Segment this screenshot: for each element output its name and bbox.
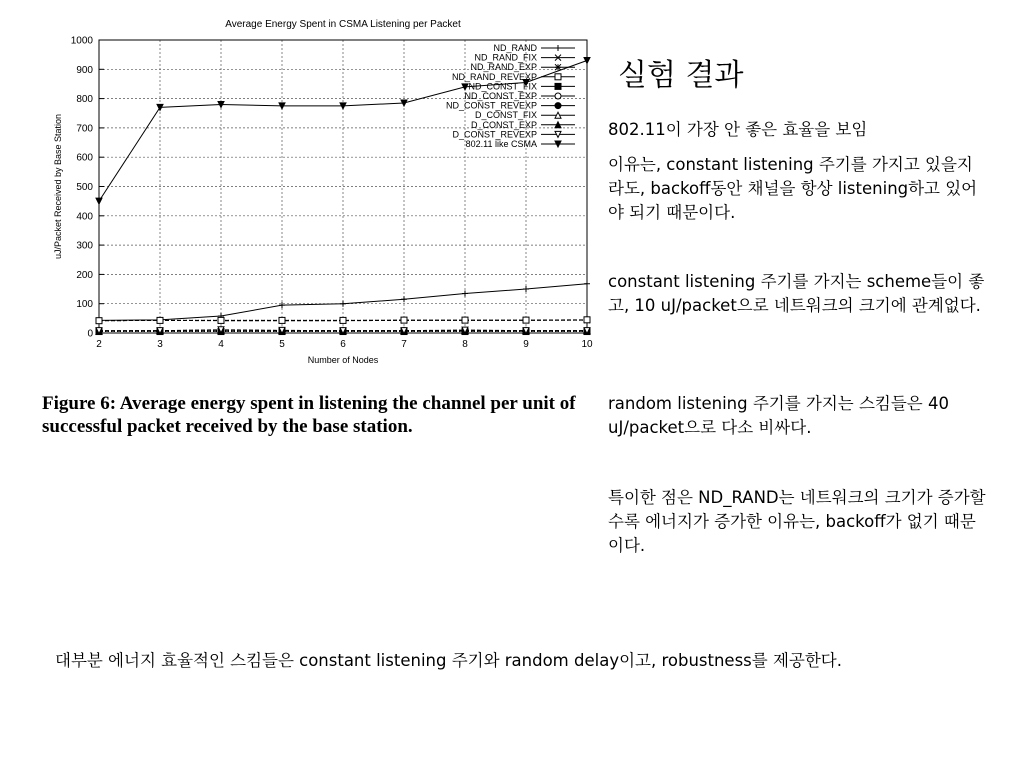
- data-point-802-11-like-csma: [96, 198, 102, 204]
- legend-label-nd-const-fix: ND_CONST_FIX: [468, 81, 537, 92]
- legend-label-nd-const-exp: ND_CONST_EXP: [464, 91, 537, 101]
- paragraph-nd-rand: 특이한 점은 ND_RAND는 네트워크의 크기가 증가할 수록 에너지가 증가한 이유는, backoff가 없기 때문이다.: [608, 488, 986, 555]
- legend-label-802-11-like-csma: 802.11 like CSMA: [465, 139, 537, 149]
- slide-title: 실험 결과: [618, 58, 744, 93]
- y-tick-label: 600: [76, 152, 93, 164]
- data-point-nd-rand-revexp: [401, 317, 407, 323]
- legend-label-d-const-exp: D_CONST_EXP: [470, 119, 537, 130]
- data-point-nd-rand: [584, 281, 590, 287]
- y-tick-label: 900: [76, 64, 93, 76]
- legend-marker-nd-rand-revexp: [555, 74, 561, 80]
- data-point-nd-rand-revexp: [340, 317, 346, 323]
- legend-label-nd-const-revexp: ND_CONST_REVEXP: [445, 100, 537, 111]
- data-point-nd-rand: [523, 286, 529, 292]
- x-tick-label: 9: [523, 339, 529, 350]
- x-tick-label: 5: [279, 339, 285, 350]
- energy-chart: [40, 12, 600, 372]
- x-tick-label: 7: [401, 339, 407, 350]
- x-tick-label: 4: [218, 339, 224, 350]
- x-tick-label: 3: [157, 339, 163, 350]
- legend-label-nd-rand-exp: ND_RAND_EXP: [470, 62, 537, 73]
- x-axis-label: Number of Nodes: [307, 355, 379, 365]
- y-tick-label: 700: [76, 123, 93, 135]
- figure-caption: Figure 6: Average energy spent in listening the channel per unit of successful packet received by the base station.: [42, 393, 576, 437]
- data-point-nd-rand: [401, 296, 407, 302]
- legend-marker-nd-const-exp: [555, 93, 561, 99]
- data-point-nd-rand: [340, 301, 346, 307]
- x-tick-label: 6: [340, 339, 346, 350]
- data-point-nd-rand-revexp: [157, 317, 163, 323]
- y-tick-label: 800: [76, 94, 93, 106]
- paragraph-reason: 이유는, constant listening 주기를 가지고 있을지라도, backoff동안 채널을 항상 listening하고 있어야 되기 때문이다.: [608, 155, 978, 222]
- legend-marker-nd-const-fix: [555, 83, 561, 89]
- legend-marker-nd-const-revexp: [555, 103, 561, 109]
- y-tick-label: 100: [76, 299, 93, 311]
- paragraph-random-listening: random listening 주기를 가지는 스킴들은 40 uJ/packet으로 다소 비싸다.: [608, 394, 949, 437]
- data-point-802-11-like-csma: [584, 58, 590, 64]
- y-tick-label: 0: [87, 328, 93, 340]
- data-point-nd-rand-revexp: [584, 317, 590, 323]
- legend-marker-nd-rand: [555, 45, 561, 51]
- data-point-nd-rand-revexp: [96, 318, 102, 324]
- legend-label-d-const-revexp: D_CONST_REVEXP: [452, 129, 537, 140]
- x-tick-label: 10: [581, 339, 593, 350]
- y-tick-label: 1000: [70, 35, 93, 47]
- legend-label-nd-rand-revexp: ND_RAND_REVEXP: [451, 71, 537, 82]
- summary-text: 대부분 에너지 효율적인 스킴들은 constant listening 주기와 random delay이고, robustness를 제공한다.: [55, 651, 842, 670]
- data-point-nd-rand: [462, 290, 468, 296]
- legend-label-nd-rand-fix: ND_RAND_FIX: [474, 52, 537, 63]
- data-point-nd-rand-revexp: [523, 317, 529, 323]
- y-tick-label: 500: [76, 182, 93, 193]
- data-point-nd-rand-revexp: [279, 317, 285, 323]
- legend-label-d-const-fix: D_CONST_FIX: [474, 110, 537, 121]
- paragraph-80211-worst: 802.11이 가장 안 좋은 효율을 보임: [608, 120, 868, 139]
- x-tick-label: 8: [462, 339, 468, 350]
- legend-marker-nd-rand-exp: [555, 64, 561, 70]
- x-tick-label: 2: [96, 339, 102, 350]
- y-axis-label: uJ/Packet Received by Base Station: [53, 113, 63, 260]
- data-point-nd-rand: [279, 302, 285, 308]
- chart-svg: [40, 12, 600, 372]
- y-tick-label: 200: [76, 269, 93, 281]
- y-tick-label: 400: [76, 211, 93, 223]
- data-point-nd-rand-revexp: [218, 317, 224, 323]
- legend-label-nd-rand: ND_RAND: [493, 43, 537, 53]
- data-point-nd-rand-revexp: [462, 317, 468, 323]
- y-tick-label: 300: [76, 240, 93, 252]
- paragraph-constant-listening: constant listening 주기를 가지는 scheme들이 좋고, 10 uJ/packet으로 네트워크의 크기에 관계없다.: [608, 272, 985, 315]
- chart-title: Average Energy Spent in CSMA Listening per Packet: [225, 19, 461, 30]
